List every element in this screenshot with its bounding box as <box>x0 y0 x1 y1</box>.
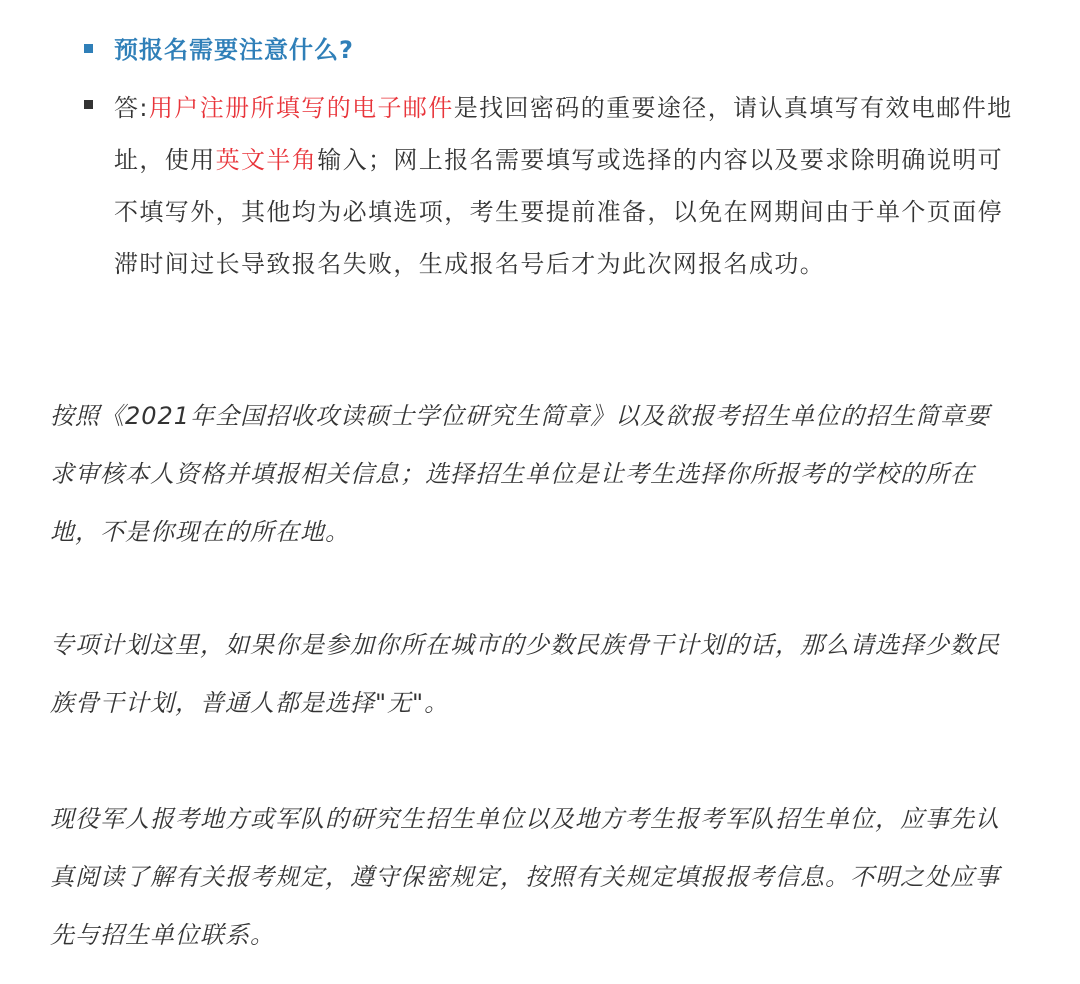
paragraph-military-applicants: 现役军人报考地方或军队的研究生招生单位以及地方考生报考军队招生单位，应事先认真阅读了解有关报考规定，遵守保密规定，按照有关规定填报报考信息。不明之处应事先与招生单位联系。 <box>50 805 1000 949</box>
paragraph-special-plan: 专项计划这里，如果你是参加你所在城市的少数民族骨干计划的话，那么请选择少数民族骨干计划，普通人都是选择"无"。 <box>50 631 1000 717</box>
square-bullet-icon <box>84 44 93 53</box>
square-bullet-icon <box>84 100 93 109</box>
paragraph-application-guide: 按照《2021年全国招收攻读硕士学位研究生简章》以及欲报考招生单位的招生简章要求审核本人资格并填报相关信息；选择招生单位是让考生选择你所报考的学校的所在地，不是你现在的所在地。 <box>50 402 991 546</box>
answer-text-part: 是找回密码的重要途径，请认真填写有效电邮件地址，使用 <box>114 94 1013 174</box>
faq-answer <box>114 82 1014 290</box>
faq-question: 预报名需要注意什么? <box>114 36 354 64</box>
answer-text-rest: 输入；网上报名需要填写或选择的内容以及要求除明确说明可不填写外，其他均为必填选项，考生要提前准备，以免在网期间由于单个页面停滞时间过长导致报名失败，生成报名号后才为此次网报名成功。 <box>114 146 1004 278</box>
faq-list <box>84 28 1024 290</box>
answer-highlight-email: 用户注册所填写的电子邮件 <box>148 94 454 122</box>
faq-question-item <box>84 28 1024 72</box>
answer-highlight-halfwidth: 英文半角 <box>215 146 318 174</box>
faq-answer-item <box>84 82 1024 290</box>
answer-prefix: 答: <box>114 94 149 122</box>
